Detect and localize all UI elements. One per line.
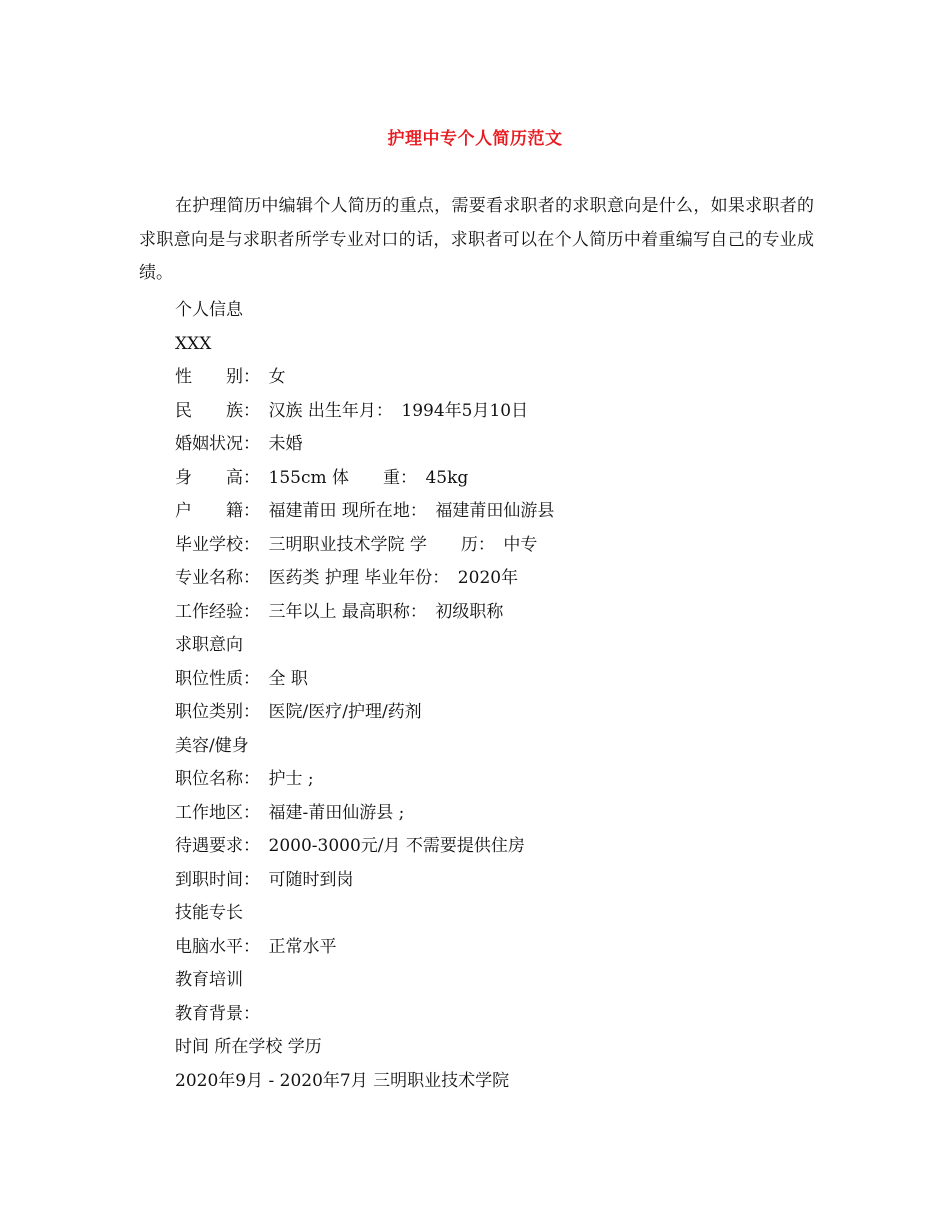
resume-line: 教育培训 [175, 970, 243, 990]
resume-line: 时间 所在学校 学历 [175, 1037, 322, 1057]
resume-line: 工作地区： 福建-莆田仙游县 ; [175, 802, 405, 823]
resume-line: XXX [175, 333, 212, 354]
resume-line: 性 别： 女 [175, 367, 286, 387]
resume-line: 职位名称： 护士 ; [175, 769, 314, 789]
resume-lines [175, 294, 815, 1098]
resume-line: 职位类别： 医院/医疗/护理/药剂 [175, 702, 422, 722]
resume-line: 民 族： 汉族 出生年月： 1994年5月10日 [175, 400, 529, 421]
intro-paragraph: 在护理简历中编辑个人简历的重点，需要看求职者的求职意向是什么，如果求职者的求职意向是与求职者所学专业对口的话，求职者可以在个人简历中着重编写自己的专业成绩。 [139, 196, 814, 283]
resume-line: 职位性质： 全 职 [175, 668, 308, 689]
resume-line: 个人信息 [175, 300, 243, 320]
resume-line: 美容/健身 [175, 735, 249, 756]
document-title: 护理中专个人简历范文 [387, 129, 563, 149]
resume-line: 工作经验： 三年以上 最高职称： 初级职称 [175, 601, 504, 622]
resume-line: 技能专长 [175, 903, 243, 923]
resume-line: 待遇要求： 2000-3000元/月 不需要提供住房 [175, 836, 525, 856]
resume-line: 户 籍： 福建莆田 现所在地： 福建莆田仙游县 [175, 501, 555, 521]
resume-line: 求职意向 [175, 635, 243, 655]
resume-line: 2020年9月 - 2020年7月 三明职业技术学院 [175, 1070, 510, 1091]
resume-line: 电脑水平： 正常水平 [175, 936, 337, 957]
resume-line: 教育背景： [175, 1003, 260, 1024]
resume-line: 婚姻状况： 未婚 [175, 434, 303, 454]
resume-line: 毕业学校： 三明职业技术学院 学 历： 中专 [175, 534, 538, 555]
resume-line: 到职时间： 可随时到岗 [175, 869, 354, 890]
resume-line: 身 高： 155cm 体 重： 45kg [175, 467, 469, 488]
resume-line: 专业名称： 医药类 护理 毕业年份： 2020年 [175, 568, 519, 588]
